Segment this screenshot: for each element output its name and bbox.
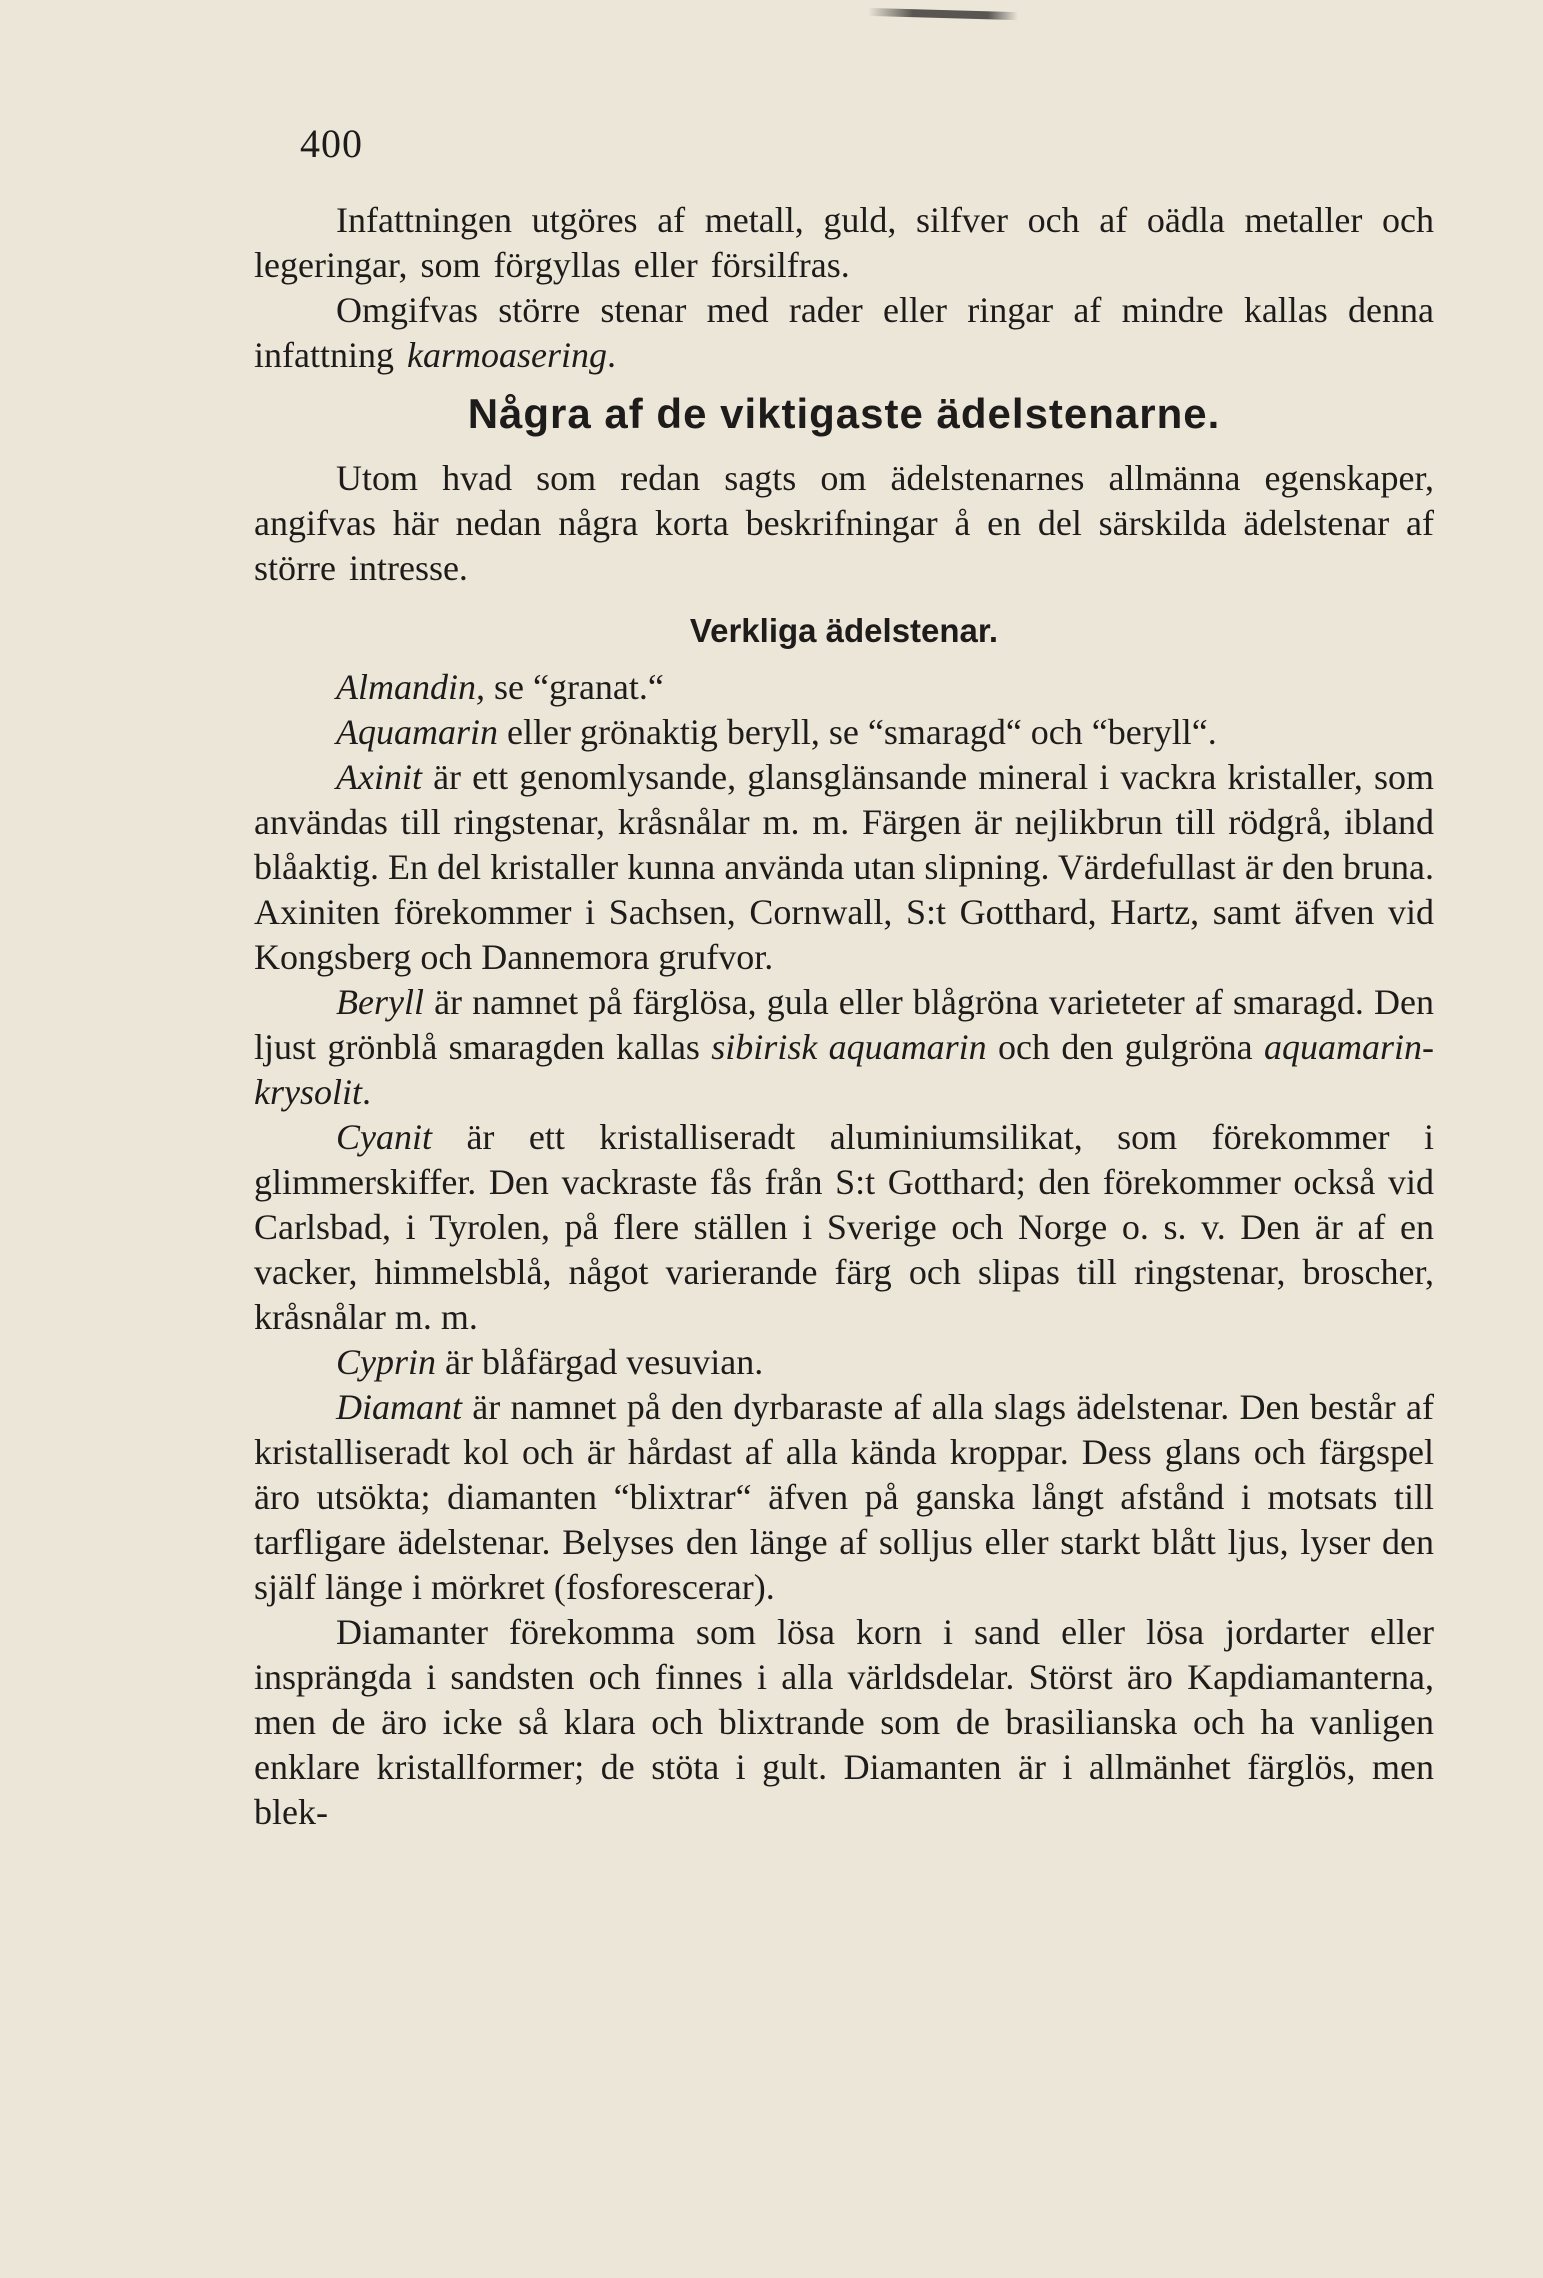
page-body — [254, 198, 1434, 1835]
subsection-heading: Verkliga ädelstenar. — [689, 612, 999, 649]
paragraph-omgifvas-end: . — [606, 335, 616, 375]
paragraph-heading-intro: Utom hvad som redan sagts om ädelstenarnes allmänna egenskaper, angifvas här nedan några korta beskrifningar å en del särskilda ädelstenar af större intresse. — [254, 458, 1434, 588]
paragraph-infattning: Infattningen utgöres af metall, guld, silfver och af oädla metaller och legeringar, som förgyllas eller försilfras. — [254, 200, 1434, 285]
term-sibirisk-aquamarin: sibirisk aquamarin — [711, 1027, 987, 1067]
entry-cyanit — [254, 1115, 1434, 1340]
entry-diamant-text: är namnet på den dyrbaraste af alla slags ädelstenar. Den består af kristalliseradt kol och är hårdast af alla kända kroppar. Dess glans och färgspel äro utsökta; diamanten “blixtrar“ äfven på ganska långt afstånd i motsats till tarfligare ädelstenar. Belyses den länge af solljus eller starkt blått ljus, lyser den själf länge i mörkret (fosforescerar). — [254, 1387, 1434, 1607]
entry-beryll-text-b: och den gulgröna — [986, 1027, 1264, 1067]
entry-almandin-text: se “granat.“ — [485, 667, 664, 707]
term-cyprin: Cyprin — [336, 1342, 437, 1382]
term-beryll: Beryll — [336, 982, 424, 1022]
paragraph-diamanter: Diamanter förekomma som lösa korn i sand eller lösa jordarter eller insprängda i sandsten och finnes i alla världsdelar. Störst äro Kapdiamanterna, men de äro icke så klara och blixtrande som de brasilianska och ha vanligen enklare kristallformer; de stöta i gult. Diamanten är i allmänhet färglös, men blek- — [254, 1612, 1434, 1832]
entry-aquamarin-text: eller grönaktig beryll, se “smaragd“ och “beryll“. — [498, 712, 1217, 752]
entry-almandin — [254, 665, 1434, 710]
entry-axinit-text: är ett genomlysande, glansglänsande mineral i vackra kristaller, som användas till ringstenar, kråsnålar m. m. Färgen är nejlikbrun till rödgrå, ibland blåaktig. En del kristaller kunna använda utan slipning. Värdefullast är den bruna. Axiniten förekommer i Sachsen, Cornwall, S:t Gotthard, Hartz, samt äfven vid Kongsberg och Dannemora grufvor. — [254, 757, 1434, 977]
term-aquamarin-krysolit: aquamarin-krysolit — [254, 1027, 1434, 1112]
term-diamant: Diamant — [336, 1387, 462, 1427]
section-heading: Några af de viktigaste ädelstenarne. — [467, 390, 1221, 437]
entry-beryll-text-a: är namnet på färglösa, gula eller blågröna varieteter af smaragd. Den ljust grönblå smaragden kallas — [254, 982, 1434, 1067]
page-number: 400 — [300, 121, 363, 166]
entry-axinit — [254, 755, 1434, 980]
term-karmoasering: karmoasering — [406, 335, 607, 375]
scan-edge-mark — [868, 8, 1018, 20]
entry-cyprin-text: är blåfärgad vesuvian. — [436, 1342, 764, 1382]
paragraph-omgifvas — [254, 288, 1434, 378]
paragraph-omgifvas-text: Omgifvas större stenar med rader eller ringar af mindre kallas denna infattning — [254, 290, 1434, 375]
entry-beryll-text-c: . — [361, 1072, 371, 1112]
term-almandin: Almandin, — [336, 667, 485, 707]
term-cyanit: Cyanit — [336, 1117, 432, 1157]
entry-cyprin — [254, 1340, 1434, 1385]
term-aquamarin: Aquamarin — [336, 712, 498, 752]
entry-beryll — [254, 980, 1434, 1115]
entry-aquamarin — [254, 710, 1434, 755]
entry-cyanit-text: är ett kristalliseradt aluminiumsilikat, som förekommer i glimmerskiffer. Den vackraste fås från S:t Gotthard; den förekommer också vid Carlsbad, i Tyrolen, på flere ställen i Sverige och Norge o. s. v. Den är af en vacker, himmelsblå, något varierande färg och slipas till ringstenar, broscher, kråsnålar m. m. — [254, 1117, 1434, 1337]
term-axinit: Axinit — [336, 757, 422, 797]
entry-diamant — [254, 1385, 1434, 1610]
